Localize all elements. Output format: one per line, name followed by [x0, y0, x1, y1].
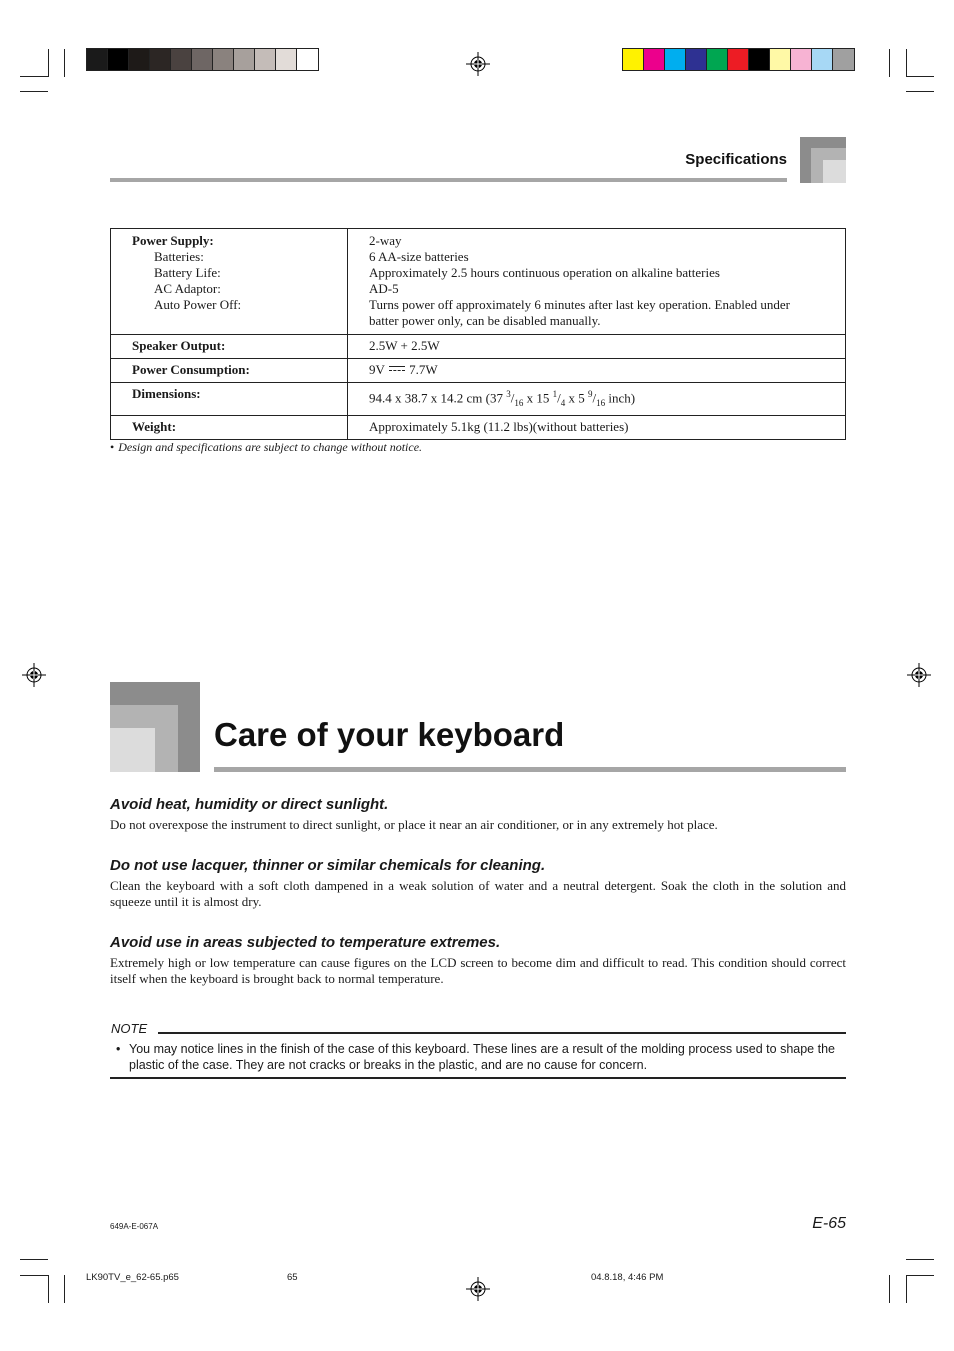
color-swatch	[686, 49, 707, 70]
care-heading: Do not use lacquer, thinner or similar chemicals for cleaning.	[110, 857, 546, 874]
color-swatch	[297, 49, 318, 70]
color-swatch	[812, 49, 833, 70]
color-swatch	[749, 49, 770, 70]
color-swatch	[129, 49, 150, 70]
care-heading: Avoid use in areas subjected to temperature extremes.	[110, 934, 501, 951]
color-swatch	[108, 49, 129, 70]
table-row	[111, 335, 846, 359]
spec-value: 7.7W	[409, 362, 438, 377]
note-text: You may notice lines in the finish of the case of this keyboard. These lines are a result of the molding process used to shape the plastic of the case. They are not cracks or breaks in the plastic, and are no cause for concern.	[129, 1042, 835, 1072]
care-body: Extremely high or low temperature can cause figures on the LCD screen to become dim and difficult to read. This condition should correct itself when the keyboard is brought back to normal temperature.	[110, 955, 846, 986]
registration-mark-icon	[907, 663, 931, 687]
spec-label: Power Consumption:	[132, 362, 250, 377]
note-bottom-rule	[110, 1077, 846, 1079]
table-row	[111, 415, 846, 439]
grayscale-color-bar	[86, 48, 319, 71]
registration-mark-icon	[466, 52, 490, 76]
dc-symbol-icon	[389, 365, 405, 373]
care-body: Clean the keyboard with a soft cloth dampened in a weak solution of water and a neutral detergent. Soak the cloth in the solution and squeeze until it is almost dry.	[110, 878, 846, 909]
bullet: •	[116, 1042, 121, 1056]
slug-timestamp: 04.8.18, 4:46 PM	[591, 1272, 664, 1283]
spec-value: 2-way	[369, 233, 402, 248]
color-swatch	[770, 49, 791, 70]
color-swatch	[150, 49, 171, 70]
color-swatch	[234, 49, 255, 70]
slug-page: 65	[287, 1272, 298, 1283]
spec-label: Power Supply:	[132, 233, 214, 248]
spec-sublabel: AC Adaptor:	[154, 281, 221, 296]
table-row	[111, 383, 846, 416]
spec-sublabel: Battery Life:	[154, 265, 221, 280]
page-title: Care of your keyboard	[214, 716, 565, 753]
registration-mark-icon	[22, 663, 46, 687]
spec-value: 94.4 x 38.7 x 14.2 cm (37 $^3/_{16}$ x 15 $^1/_4$ x 5 $^9/_{16}$ inch)	[348, 383, 846, 416]
spec-value: 9V	[369, 362, 385, 377]
color-swatch	[255, 49, 276, 70]
title-rule	[214, 767, 846, 772]
note-item	[116, 1041, 840, 1073]
table-row	[111, 229, 846, 335]
color-swatch	[644, 49, 665, 70]
color-swatch	[833, 49, 854, 70]
spec-label: Speaker Output:	[132, 338, 226, 353]
color-swatch	[707, 49, 728, 70]
spec-value: Approximately 2.5 hours continuous operation on alkaline batteries	[369, 265, 720, 280]
color-swatch	[665, 49, 686, 70]
page-number: E-65	[812, 1215, 846, 1232]
color-swatch	[276, 49, 297, 70]
color-swatch	[192, 49, 213, 70]
header-tab-block	[800, 137, 846, 183]
spec-sublabel: Batteries:	[154, 249, 204, 264]
spec-sublabel: Auto Power Off:	[154, 297, 242, 312]
process-color-bar	[622, 48, 855, 71]
spec-footnote	[110, 440, 422, 455]
section-header-title: Specifications	[685, 151, 787, 168]
specifications-table	[110, 228, 846, 440]
footnote-text: Design and specifications are subject to change without notice.	[118, 440, 423, 454]
care-body: Do not overexpose the instrument to direct sunlight, or place it near an air conditioner, or in any extremely hot place.	[110, 817, 718, 832]
care-heading: Avoid heat, humidity or direct sunlight.	[110, 796, 389, 813]
spec-value: 6 AA-size batteries	[369, 249, 469, 264]
color-swatch	[728, 49, 749, 70]
registration-mark-icon	[466, 1277, 490, 1301]
spec-value: 2.5W + 2.5W	[369, 338, 440, 353]
color-swatch	[791, 49, 812, 70]
spec-value: batter power only, can be disabled manually.	[369, 313, 601, 328]
slug-filename: LK90TV_e_62-65.p65	[86, 1272, 179, 1283]
bullet: •	[110, 440, 115, 454]
color-swatch	[171, 49, 192, 70]
note-top-rule	[158, 1032, 846, 1034]
header-rule	[110, 178, 787, 182]
note-label: NOTE	[111, 1021, 151, 1036]
color-swatch	[87, 49, 108, 70]
spec-label: Weight:	[132, 418, 177, 434]
spec-value: Turns power off approximately 6 minutes after last key operation. Enabled under	[369, 297, 790, 312]
color-swatch	[213, 49, 234, 70]
spec-value: AD-5	[369, 281, 399, 296]
doc-code: 649A-E-067A	[110, 1222, 159, 1231]
color-swatch	[623, 49, 644, 70]
spec-label: Dimensions:	[132, 386, 201, 401]
spec-value: Approximately 5.1kg (11.2 lbs)(without batteries)	[369, 418, 629, 434]
table-row	[111, 359, 846, 383]
care-tab-block	[110, 682, 200, 772]
